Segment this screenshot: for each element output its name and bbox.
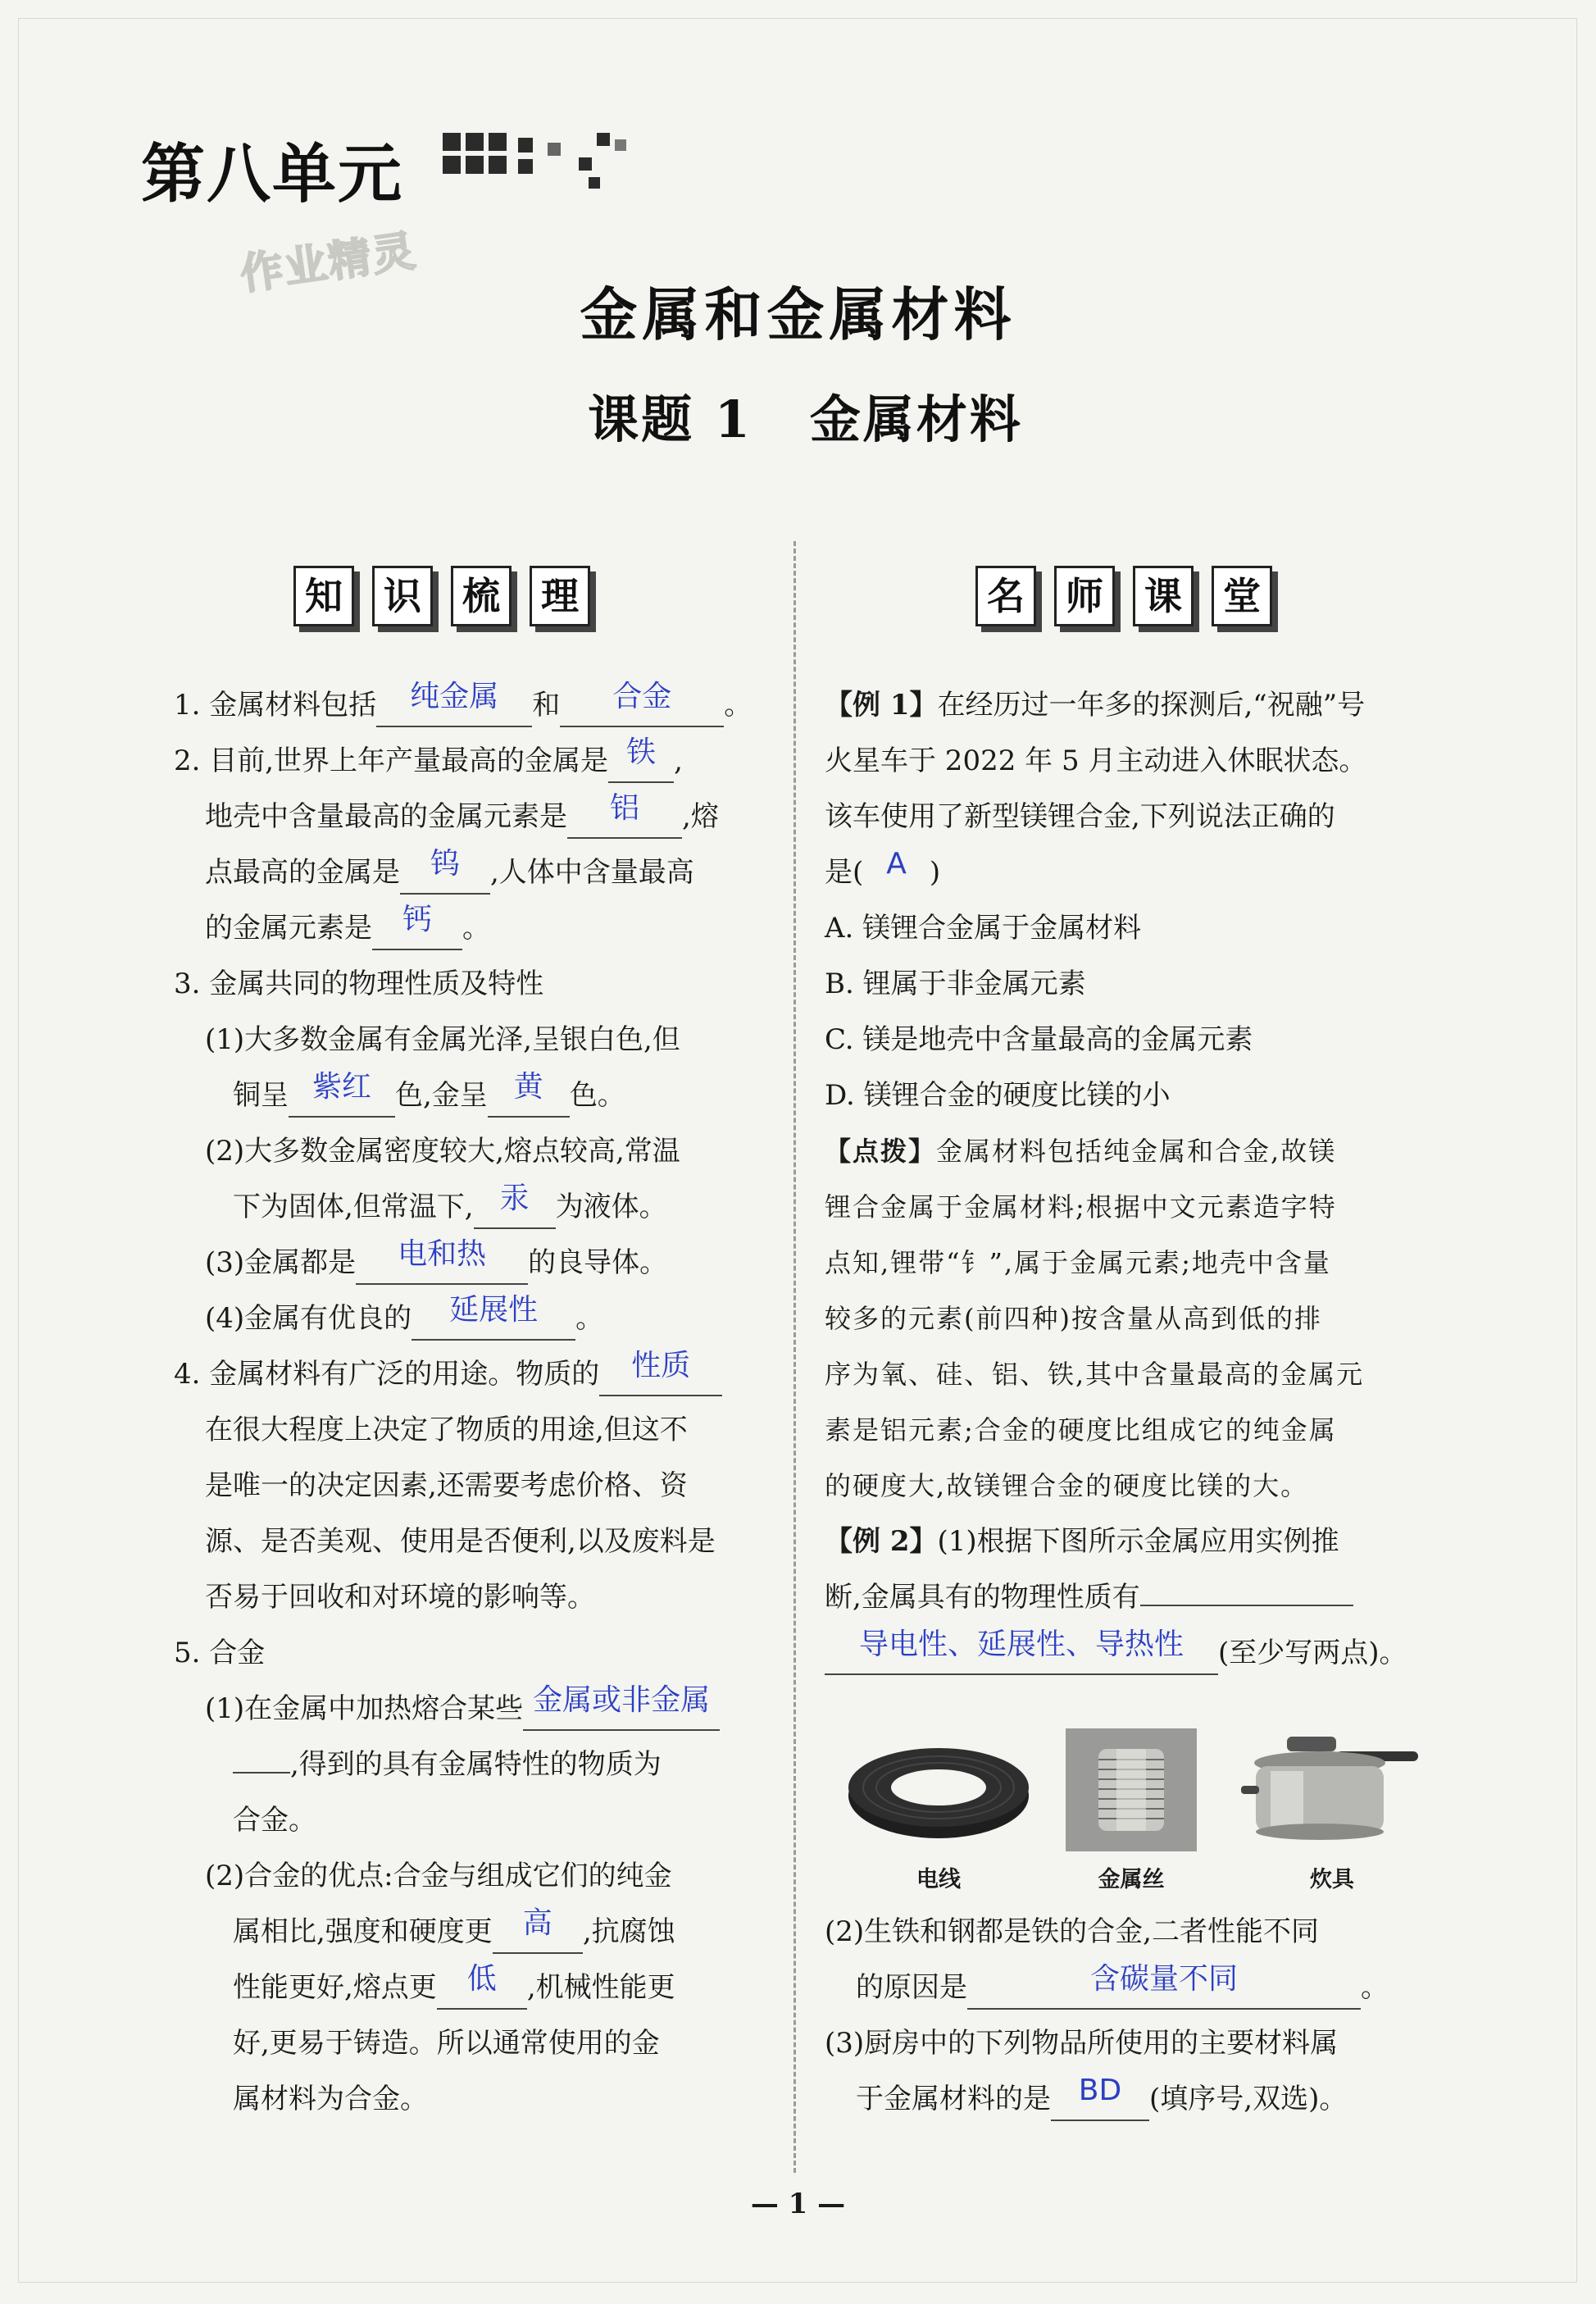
lesson-name: 金属材料 — [809, 389, 1023, 449]
cookware-image — [1238, 1728, 1426, 1855]
question-5: 5. 合金 — [174, 1637, 266, 1669]
heading-char: 理 — [530, 566, 590, 626]
example-1: 【例 1】在经历过一年多的探测后,“祝融”号 — [825, 689, 1366, 722]
answer-blank: 纯金属 — [376, 685, 532, 727]
option-d: D. 镁锂合金的硬度比镁的小 — [825, 1079, 1171, 1112]
heading-char: 堂 — [1212, 566, 1272, 626]
right-column: 【例 1】在经历过一年多的探测后,“祝融”号 火星车于 2022 年 5 月主动进入休眠状态。 该车使用了新型镁锂合金,下列说法正确的 是( A ) A. 镁锂合金属于金属材料 B. 锂属于非金属元素 C. 镁是地壳中含量最高的金属元素 D. 镁锂合金的硬度比镁的小 【点拨】金属材料包括纯金属和合金,故镁 锂合金属于金属材料;根据中文元素造字特 点知,锂带“钅”,属于金属元素;地壳中含量 较多的元素(前四种)按含量从高到低的排 序为氧、硅、铝、铁,其中含量最高的金属元 素是铝元素;合金的硬度比组成它的纯金属 的硬度大,故镁锂合金的硬度比镁的大。 【例 2】(1)根据下图所示金属应用实例推 断,金属具有的物理性质有 导电性、延展性、导热性 (至少写两点)。 (2)生铁和钢都是铁的合金,二者性能不同 的原因是 含碳量不同 。 (3)厨房中的下列物品所使用的主要材料属 于金属材料的是 BD (填序号,双选)。 — [825, 677, 1448, 2127]
wire-image — [844, 1728, 1033, 1855]
question-2: 2. 目前,世界上年产量最高的金属是 铁 , — [174, 733, 764, 789]
option-c: C. 镁是地壳中含量最高的金属元素 — [825, 1023, 1253, 1056]
image-label: 电线 — [916, 1867, 961, 1892]
lesson-number: 课题 1 — [588, 389, 753, 449]
answer-blank: 低 — [437, 1967, 527, 2010]
teacher-class-heading — [975, 566, 1272, 626]
answer-blank: 汞 — [474, 1186, 556, 1229]
example-1-answer: A — [886, 847, 907, 881]
example-2-images — [844, 1728, 1443, 1896]
image-label: 金属丝 — [1098, 1867, 1165, 1892]
answer-blank: 导电性、延展性、导热性 — [825, 1632, 1218, 1675]
answer-blank: 铝 — [567, 796, 682, 839]
answer-blank: 钨 — [400, 852, 490, 895]
lesson-title — [0, 379, 1596, 452]
option-b: B. 锂属于非金属元素 — [825, 968, 1086, 1000]
answer-blank: 电和热 — [356, 1242, 528, 1285]
option-a: A. 镁锂合金属于金属材料 — [825, 912, 1142, 945]
image-label: 炊具 — [1310, 1867, 1354, 1892]
answer-blank — [233, 1772, 290, 1774]
watermark: 作业精灵 — [237, 226, 420, 300]
answer-blank: 金属或非金属 — [523, 1688, 720, 1731]
knowledge-review-heading — [293, 566, 590, 626]
metal-wire-image — [1066, 1728, 1197, 1855]
answer-blank: 含碳量不同 — [967, 1967, 1361, 2010]
unit-title: 第八单元 — [141, 138, 404, 212]
answer-blank: 紫红 — [289, 1075, 395, 1118]
page-number: — 1 — — [750, 2188, 846, 2220]
answer-blank: 延展性 — [412, 1298, 575, 1341]
example-2: 【例 2】(1)根据下图所示金属应用实例推 — [825, 1525, 1339, 1558]
column-divider — [793, 541, 796, 2173]
answer-blank: 铁 — [608, 740, 674, 783]
heading-char: 师 — [1054, 566, 1115, 626]
left-column: 1. 金属材料包括 纯金属 和 合金 。 2. 目前,世界上年产量最高的金属是 铁 , 地壳中含量最高的金属元素是 铝 ,熔 点最高的金属是 钨 ,人体中含量最高 的金属元素是 钙 。 3. 金属共同的物理性质及特性 (1)大多数金属有金属光泽,呈银白色,但 铜呈 紫红 色,金呈 黄 色。 (2)大多数金属密度较大,熔点较高,常温 下为固体,但常温下, 汞 为液体。 (3)金属都是 电和热 的良导体。 (4)金属有优良的 延展性 。 4. 金属材料有广泛的用途。物质的 性质 在很大程度上决定了物质的用途,但这不 是唯一的决定因素,还需要考虑价格、资 源、是否美观、使用是否便利,以及废料是 否易于回收和对环境的影响等。 5. 合金 (1)在金属中加热熔合某些 金属或非金属 ,得到的具有金属特性的物质为 合金。 (2)合金的优点:合金与组成它们的纯金 属相比,强度和硬度更 高 ,抗腐蚀 性能更好,熔点更 低 ,机械性能更 好,更易于铸造。所以通常使用的金 属材料为合金。 — [174, 677, 764, 2127]
tip: 【点拨】金属材料包括纯金属和合金,故镁 — [825, 1136, 1337, 1167]
answer-blank: 高 — [493, 1911, 583, 1954]
heading-char: 识 — [372, 566, 433, 626]
answer-blank: 性质 — [599, 1354, 722, 1396]
answer-blank: 黄 — [488, 1075, 570, 1118]
heading-char: 梳 — [451, 566, 512, 626]
heading-char: 名 — [975, 566, 1036, 626]
heading-char: 知 — [293, 566, 354, 626]
answer-blank: 钙 — [372, 908, 462, 950]
question-4: 4. 金属材料有广泛的用途。物质的 性质 — [174, 1346, 764, 1402]
answer-blank — [1140, 1605, 1353, 1606]
answer-blank: 合金 — [560, 685, 724, 727]
answer-blank: BD — [1051, 2079, 1149, 2121]
question-1: 1. 金属材料包括 纯金属 和 合金 。 — [174, 677, 764, 733]
chapter-title: 金属和金属材料 — [580, 281, 1016, 348]
question-3: 3. 金属共同的物理性质及特性 — [174, 968, 544, 1000]
heading-char: 课 — [1133, 566, 1194, 626]
